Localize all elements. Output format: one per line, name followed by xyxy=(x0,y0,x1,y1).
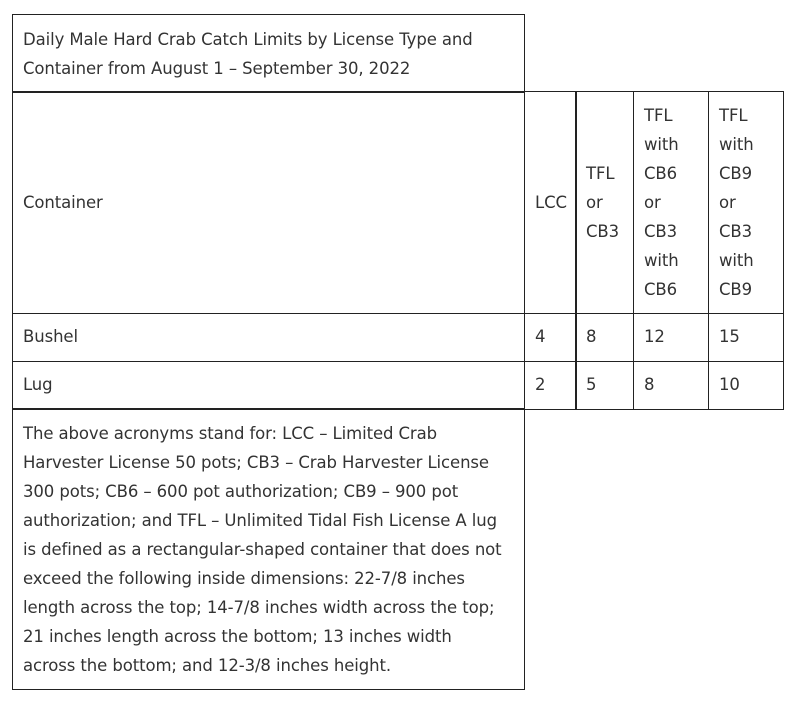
title-line: Daily Male Hard Crab Catch Limits by License Type and xyxy=(23,30,473,49)
header-tfl-cb6 xyxy=(644,101,679,304)
row-divider xyxy=(12,361,784,362)
header-line: with xyxy=(719,135,754,154)
header-line: LCC xyxy=(535,193,567,212)
header-line: with xyxy=(719,251,754,270)
footnote-line: 300 pots; CB6 – 600 pot authorization; CB9 – 900 pot xyxy=(23,482,459,501)
header-line: with xyxy=(644,135,679,154)
table-cell: 10 xyxy=(719,375,740,394)
header-line: CB3 xyxy=(719,222,753,241)
table-cell: 12 xyxy=(644,327,665,346)
header-line: with xyxy=(644,251,679,270)
header-line: TFL xyxy=(719,106,748,125)
table-title xyxy=(23,25,473,83)
header-line: CB9 xyxy=(719,280,753,299)
header-line: or xyxy=(644,193,661,212)
header-line: Container xyxy=(23,193,103,212)
footnote-line: exceed the following inside dimensions: 22-7/8 inches xyxy=(23,569,465,588)
footnote-line: is defined as a rectangular-shaped container that does not xyxy=(23,540,502,559)
header-line: or xyxy=(586,193,603,212)
footnote-line: across the bottom; and 12-3/8 inches height. xyxy=(23,656,391,675)
header-line: CB6 xyxy=(644,280,678,299)
column-divider xyxy=(576,91,577,410)
table-cell: 8 xyxy=(644,375,655,394)
table-cell: 5 xyxy=(586,375,597,394)
header-line: TFL xyxy=(644,106,673,125)
column-divider xyxy=(524,91,525,410)
header-lcc xyxy=(535,188,567,217)
table-cell: Bushel xyxy=(23,327,78,346)
table-cell: 8 xyxy=(586,327,597,346)
header-line: CB3 xyxy=(586,222,620,241)
footnote-line: The above acronyms stand for: LCC – Limited Crab xyxy=(23,424,438,443)
column-divider xyxy=(708,91,709,410)
table-cell: Lug xyxy=(23,375,53,394)
title-line: Container from August 1 – September 30, 2022 xyxy=(23,59,411,78)
footnote-text xyxy=(23,419,502,680)
header-line: CB3 xyxy=(644,222,678,241)
header-tfl-cb9 xyxy=(719,101,754,304)
row-divider xyxy=(12,313,784,314)
header-line: or xyxy=(719,193,736,212)
table-cell: 2 xyxy=(535,375,546,394)
column-divider xyxy=(633,91,634,410)
footnote-line: 21 inches length across the bottom; 13 inches width xyxy=(23,627,452,646)
header-line: CB6 xyxy=(644,164,678,183)
footnote-line: length across the top; 14-7/8 inches width across the top; xyxy=(23,598,495,617)
footnote-line: Harvester License 50 pots; CB3 – Crab Harvester License xyxy=(23,453,489,472)
header-tfl-or-cb3 xyxy=(586,159,619,246)
header-line: CB9 xyxy=(719,164,753,183)
table-cell: 15 xyxy=(719,327,740,346)
table-cell: 4 xyxy=(535,327,546,346)
footnote-line: authorization; and TFL – Unlimited Tidal Fish License A lug xyxy=(23,511,497,530)
header-line: TFL xyxy=(586,164,615,183)
header-container xyxy=(23,188,103,217)
